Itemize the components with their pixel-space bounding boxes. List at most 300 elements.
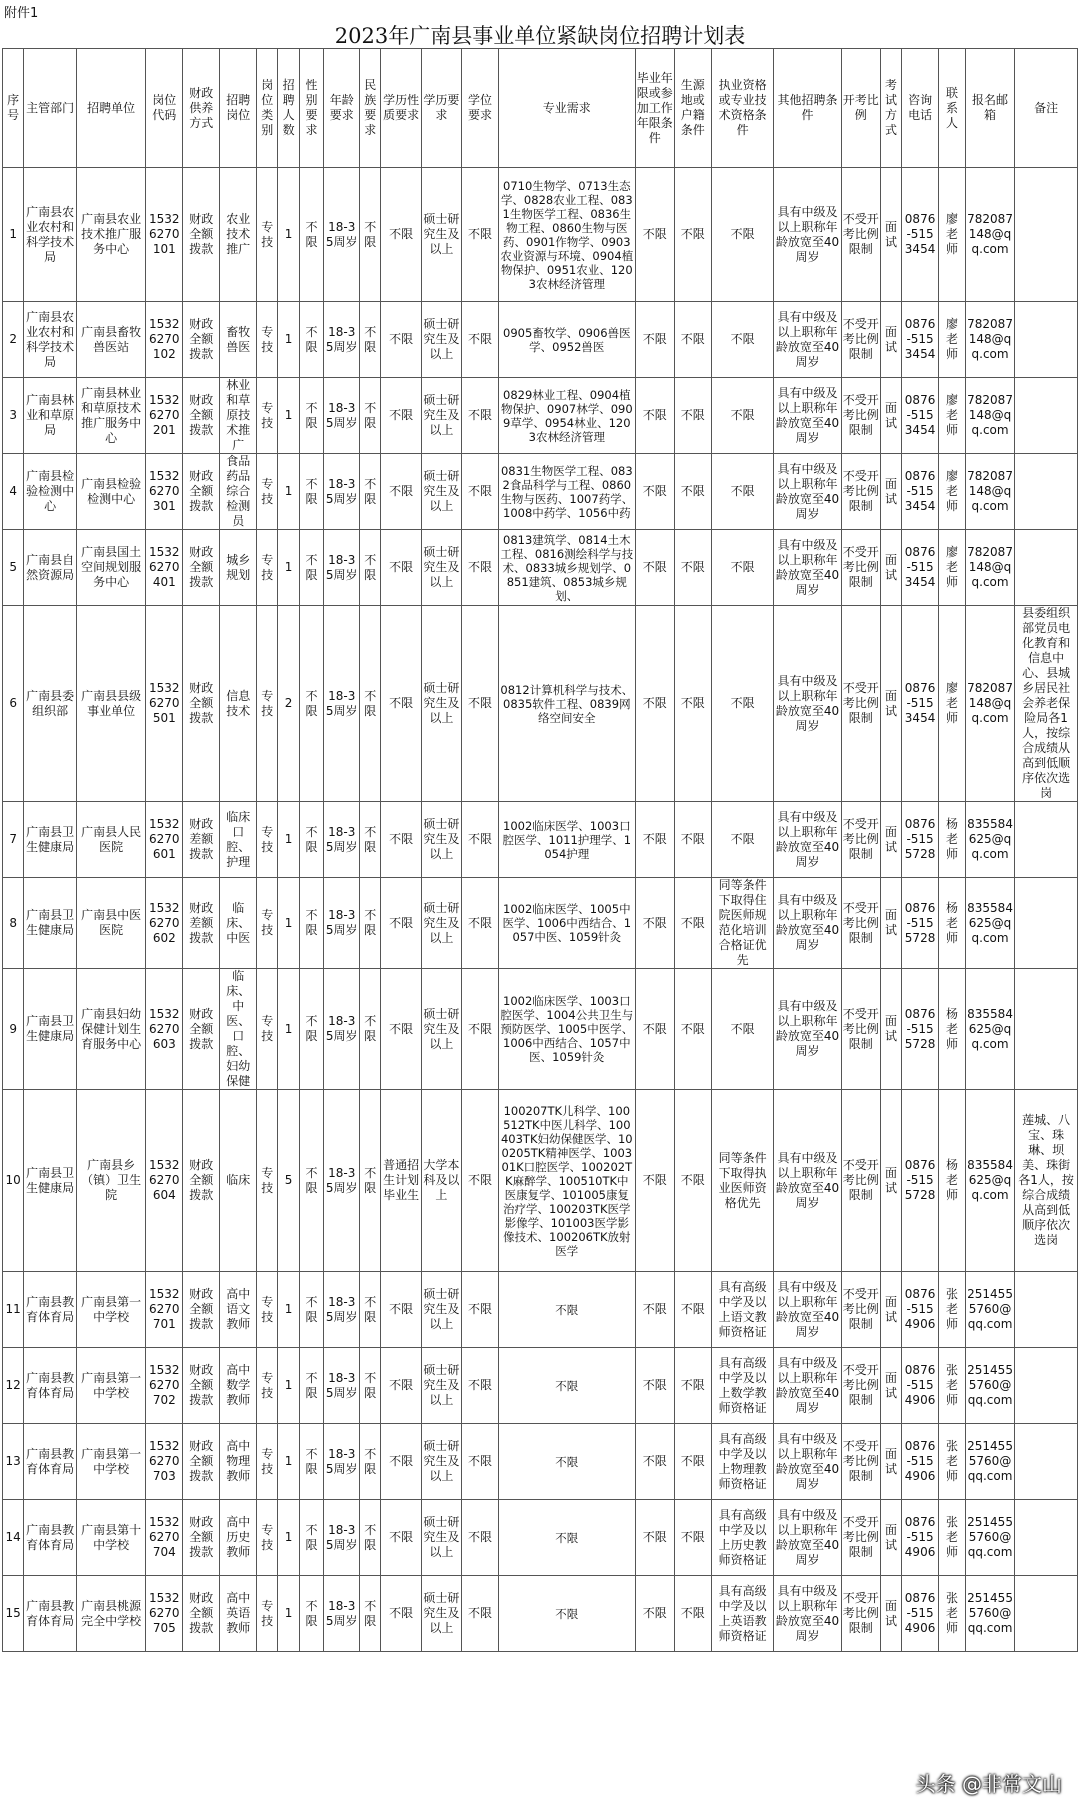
cell-age: 18-35周岁 [324,1576,360,1652]
cell-exam: 面试 [880,878,901,969]
cell-funding: 财政全额拨款 [183,1424,220,1500]
cell-count: 1 [278,168,299,302]
cell-ratio: 不受开考比例限制 [841,302,880,378]
cell-edu: 硕士研究生及以上 [421,378,461,454]
table-row [3,1272,1078,1348]
cell-age: 18-35周岁 [324,1500,360,1576]
cell-other: 具有中级及以上职称年龄放宽至40周岁 [774,302,841,378]
cell-other: 具有中级及以上职称年龄放宽至40周岁 [774,378,841,454]
cell-funding: 财政全额拨款 [183,168,220,302]
column-header: 报名邮箱 [965,49,1014,168]
cell-contact: 张老师 [939,1424,966,1500]
cell-no: 12 [3,1348,24,1424]
cell-grad: 不限 [635,802,674,878]
cell-age: 18-35周岁 [324,1348,360,1424]
cell-other: 具有中级及以上职称年龄放宽至40周岁 [774,1500,841,1576]
cell-count: 1 [278,1424,299,1500]
cell-gender: 不限 [299,378,324,454]
cell-contact: 杨老师 [939,969,966,1090]
column-header: 学历性质要求 [381,49,421,168]
cell-edu: 硕士研究生及以上 [421,1424,461,1500]
cell-contact: 杨老师 [939,1090,966,1272]
cell-age: 18-35周岁 [324,378,360,454]
cell-other: 具有中级及以上职称年龄放宽至40周岁 [774,530,841,606]
cell-origin: 不限 [674,1576,711,1652]
cell-no: 9 [3,969,24,1090]
cell-count: 1 [278,378,299,454]
cell-edu-type: 不限 [381,606,421,802]
cell-degree: 不限 [462,1090,499,1272]
cell-count: 1 [278,802,299,878]
cell-email: 2514555760@qq.com [965,1500,1014,1576]
cell-exam: 面试 [880,1576,901,1652]
cell-email: 2514555760@qq.com [965,1272,1014,1348]
cell-email: 2514555760@qq.com [965,1424,1014,1500]
cell-post: 高中历史教师 [220,1500,257,1576]
cell-qual: 不限 [711,969,774,1090]
cell-code: 1532 6270 705 [146,1576,183,1652]
table-row [3,1090,1078,1272]
cell-age: 18-35周岁 [324,969,360,1090]
cell-post: 临床口腔、护理 [220,802,257,878]
table-row [3,969,1078,1090]
cell-code: 1532 6270 603 [146,969,183,1090]
cell-gender: 不限 [299,969,324,1090]
annex-label: 附件1 [4,6,39,21]
cell-post: 临床 [220,1090,257,1272]
cell-exam: 面试 [880,1272,901,1348]
cell-grad: 不限 [635,969,674,1090]
cell-unit: 广南县第十中学校 [76,1500,145,1576]
cell-gender: 不限 [299,1576,324,1652]
cell-qual: 不限 [711,606,774,802]
cell-dept: 广南县卫生健康局 [24,1090,77,1272]
cell-exam: 面试 [880,302,901,378]
cell-qual: 具有高级中学及以上数学教师资格证 [711,1348,774,1424]
cell-ethnic: 不限 [360,302,381,378]
cell-ratio: 不受开考比例限制 [841,1500,880,1576]
cell-major: 1002临床医学、1003口腔医学、1004公共卫生与预防医学、1005中医学、1006中西结合、1057中医、1059针灸 [499,969,636,1090]
column-header: 财政供养方式 [183,49,220,168]
cell-ratio: 不受开考比例限制 [841,802,880,878]
cell-contact: 张老师 [939,1576,966,1652]
cell-edu: 硕士研究生及以上 [421,969,461,1090]
cell-origin: 不限 [674,1090,711,1272]
recruitment-table [2,48,1078,1652]
cell-other: 具有中级及以上职称年龄放宽至40周岁 [774,606,841,802]
cell-category: 专技 [257,168,278,302]
cell-count: 1 [278,1576,299,1652]
cell-edu: 硕士研究生及以上 [421,530,461,606]
cell-email: 782087148@qq.com [965,168,1014,302]
cell-qual: 不限 [711,378,774,454]
table-row [3,530,1078,606]
table-row [3,378,1078,454]
cell-gender: 不限 [299,530,324,606]
column-header: 其他招聘条件 [774,49,841,168]
column-header: 民族要求 [360,49,381,168]
cell-phone: 0876-5154906 [902,1576,939,1652]
cell-contact: 廖老师 [939,378,966,454]
cell-funding: 财政全额拨款 [183,1348,220,1424]
cell-funding: 财政全额拨款 [183,606,220,802]
cell-unit: 广南县第一中学校 [76,1272,145,1348]
cell-ratio: 不受开考比例限制 [841,606,880,802]
cell-dept: 广南县卫生健康局 [24,802,77,878]
cell-edu: 硕士研究生及以上 [421,302,461,378]
cell-degree: 不限 [462,1348,499,1424]
cell-exam: 面试 [880,168,901,302]
cell-no: 10 [3,1090,24,1272]
cell-other: 具有中级及以上职称年龄放宽至40周岁 [774,969,841,1090]
cell-major: 不限 [499,1424,636,1500]
table-row [3,1424,1078,1500]
cell-gender: 不限 [299,1272,324,1348]
cell-qual: 具有高级中学及以上历史教师资格证 [711,1500,774,1576]
cell-phone: 0876-5154906 [902,1424,939,1500]
cell-code: 1532 6270 102 [146,302,183,378]
column-header: 序号 [3,49,24,168]
cell-major: 不限 [499,1272,636,1348]
cell-grad: 不限 [635,1272,674,1348]
cell-edu: 硕士研究生及以上 [421,168,461,302]
cell-age: 18-35周岁 [324,802,360,878]
cell-post: 城乡规划 [220,530,257,606]
cell-post: 高中数学教师 [220,1348,257,1424]
cell-degree: 不限 [462,606,499,802]
cell-code: 1532 6270 401 [146,530,183,606]
column-header: 毕业年限或参加工作年限条件 [635,49,674,168]
cell-no: 5 [3,530,24,606]
cell-ratio: 不受开考比例限制 [841,1576,880,1652]
cell-post: 畜牧兽医 [220,302,257,378]
cell-exam: 面试 [880,802,901,878]
cell-edu-type: 不限 [381,1500,421,1576]
table-row [3,302,1078,378]
cell-note [1015,530,1078,606]
column-header: 备注 [1015,49,1078,168]
cell-age: 18-35周岁 [324,878,360,969]
cell-ratio: 不受开考比例限制 [841,969,880,1090]
cell-phone: 0876-5155728 [902,878,939,969]
cell-other: 具有中级及以上职称年龄放宽至40周岁 [774,168,841,302]
cell-ethnic: 不限 [360,378,381,454]
cell-category: 专技 [257,302,278,378]
column-header: 考试方式 [880,49,901,168]
cell-grad: 不限 [635,530,674,606]
cell-ethnic: 不限 [360,1424,381,1500]
cell-degree: 不限 [462,530,499,606]
cell-major: 不限 [499,1348,636,1424]
table-row [3,1500,1078,1576]
cell-ethnic: 不限 [360,878,381,969]
cell-post: 林业和草原技术推广 [220,378,257,454]
cell-count: 1 [278,302,299,378]
cell-no: 11 [3,1272,24,1348]
cell-dept: 广南县教育体育局 [24,1424,77,1500]
table-row [3,454,1078,530]
table-row [3,606,1078,802]
cell-edu-type: 不限 [381,378,421,454]
column-header: 招聘人数 [278,49,299,168]
cell-email: 2514555760@qq.com [965,1576,1014,1652]
cell-note: 县委组织部党员电化教育和信息中心、县城乡居民社会养老保险局各1人，按综合成绩从高到低顺序依次选岗 [1015,606,1078,802]
cell-origin: 不限 [674,168,711,302]
cell-phone: 0876-5153454 [902,530,939,606]
cell-age: 18-35周岁 [324,1272,360,1348]
cell-unit: 广南县县级事业单位 [76,606,145,802]
cell-age: 18-35周岁 [324,606,360,802]
cell-category: 专技 [257,969,278,1090]
cell-code: 1532 6270 501 [146,606,183,802]
cell-no: 15 [3,1576,24,1652]
cell-dept: 广南县农业农村和科学技术局 [24,168,77,302]
cell-count: 5 [278,1090,299,1272]
column-header: 岗位代码 [146,49,183,168]
cell-origin: 不限 [674,606,711,802]
cell-major: 0829林业工程、0904植物保护、0907林学、0909草学、0954林业、1203农林经济管理 [499,378,636,454]
cell-dept: 广南县卫生健康局 [24,878,77,969]
cell-note: 莲城、八宝、珠琳、坝美、珠街各1人，按综合成绩从高到低顺序依次选岗 [1015,1090,1078,1272]
cell-edu: 硕士研究生及以上 [421,802,461,878]
cell-contact: 张老师 [939,1500,966,1576]
cell-gender: 不限 [299,802,324,878]
cell-edu: 硕士研究生及以上 [421,454,461,530]
cell-post: 高中语文教师 [220,1272,257,1348]
cell-other: 具有中级及以上职称年龄放宽至40周岁 [774,1576,841,1652]
cell-degree: 不限 [462,802,499,878]
cell-post: 信息技术 [220,606,257,802]
cell-dept: 广南县林业和草原局 [24,378,77,454]
cell-other: 具有中级及以上职称年龄放宽至40周岁 [774,454,841,530]
cell-code: 1532 6270 703 [146,1424,183,1500]
cell-phone: 0876-5153454 [902,168,939,302]
cell-phone: 0876-5154906 [902,1500,939,1576]
cell-qual: 具有高级中学及以上语文教师资格证 [711,1272,774,1348]
cell-code: 1532 6270 101 [146,168,183,302]
cell-age: 18-35周岁 [324,530,360,606]
cell-no: 13 [3,1424,24,1500]
cell-edu: 硕士研究生及以上 [421,1348,461,1424]
cell-code: 1532 6270 201 [146,378,183,454]
cell-post: 高中英语教师 [220,1576,257,1652]
cell-phone: 0876-5153454 [902,606,939,802]
cell-count: 1 [278,530,299,606]
cell-exam: 面试 [880,1090,901,1272]
cell-funding: 财政全额拨款 [183,454,220,530]
cell-grad: 不限 [635,454,674,530]
cell-grad: 不限 [635,378,674,454]
column-header: 招聘岗位 [220,49,257,168]
cell-funding: 财政全额拨款 [183,969,220,1090]
cell-gender: 不限 [299,1500,324,1576]
cell-count: 1 [278,1500,299,1576]
cell-post: 临床、中医、口腔、妇幼保健 [220,969,257,1090]
cell-edu-type: 不限 [381,302,421,378]
cell-major: 不限 [499,1500,636,1576]
cell-major: 1002临床医学、1005中医学、1006中西结合、1057中医、1059针灸 [499,878,636,969]
cell-major: 0710生物学、0713生态学、0828农业工程、0831生物医学工程、0836生物工程、0860生物与医药、0901作物学、0903农业资源与环境、0904植物保护、0951农业、1203农林经济管理 [499,168,636,302]
cell-degree: 不限 [462,378,499,454]
cell-grad: 不限 [635,878,674,969]
cell-category: 专技 [257,1348,278,1424]
column-header: 联系人 [939,49,966,168]
cell-degree: 不限 [462,878,499,969]
cell-category: 专技 [257,1272,278,1348]
cell-contact: 廖老师 [939,606,966,802]
cell-note [1015,969,1078,1090]
cell-gender: 不限 [299,1090,324,1272]
cell-ethnic: 不限 [360,1348,381,1424]
cell-unit: 广南县中医医院 [76,878,145,969]
cell-qual: 不限 [711,802,774,878]
column-header: 性别要求 [299,49,324,168]
cell-email: 782087148@qq.com [965,454,1014,530]
cell-count: 2 [278,606,299,802]
cell-origin: 不限 [674,878,711,969]
cell-phone: 0876-5155728 [902,802,939,878]
cell-origin: 不限 [674,1348,711,1424]
cell-degree: 不限 [462,1576,499,1652]
cell-age: 18-35周岁 [324,168,360,302]
cell-phone: 0876-5154906 [902,1272,939,1348]
cell-unit: 广南县畜牧兽医站 [76,302,145,378]
cell-qual: 具有高级中学及以上物理教师资格证 [711,1424,774,1500]
cell-dept: 广南县自然资源局 [24,530,77,606]
cell-edu: 大学本科及以上 [421,1090,461,1272]
cell-edu-type: 不限 [381,530,421,606]
cell-grad: 不限 [635,1348,674,1424]
cell-exam: 面试 [880,378,901,454]
cell-edu-type: 不限 [381,1348,421,1424]
cell-edu-type: 不限 [381,802,421,878]
column-header: 咨询电话 [902,49,939,168]
cell-unit: 广南县第一中学校 [76,1348,145,1424]
cell-edu-type: 不限 [381,1424,421,1500]
cell-major: 1002临床医学、1003口腔医学、1011护理学、1054护理 [499,802,636,878]
cell-email: 835584625@qq.com [965,878,1014,969]
cell-email: 2514555760@qq.com [965,1348,1014,1424]
cell-edu-type: 不限 [381,878,421,969]
cell-ratio: 不受开考比例限制 [841,530,880,606]
cell-degree: 不限 [462,1272,499,1348]
cell-edu-type: 不限 [381,454,421,530]
cell-ethnic: 不限 [360,969,381,1090]
cell-contact: 张老师 [939,1272,966,1348]
column-header: 学历要求 [421,49,461,168]
cell-no: 7 [3,802,24,878]
cell-dept: 广南县教育体育局 [24,1272,77,1348]
cell-count: 1 [278,1348,299,1424]
cell-dept: 广南县教育体育局 [24,1576,77,1652]
table-row [3,878,1078,969]
cell-qual: 不限 [711,302,774,378]
cell-email: 835584625@qq.com [965,802,1014,878]
cell-no: 3 [3,378,24,454]
cell-ethnic: 不限 [360,530,381,606]
cell-note [1015,1424,1078,1500]
cell-funding: 财政差额拨款 [183,878,220,969]
cell-ethnic: 不限 [360,1500,381,1576]
cell-ethnic: 不限 [360,1090,381,1272]
cell-category: 专技 [257,802,278,878]
cell-dept: 广南县检验检测中心 [24,454,77,530]
cell-unit: 广南县国土空间规划服务中心 [76,530,145,606]
cell-category: 专技 [257,1424,278,1500]
column-header: 岗位类别 [257,49,278,168]
cell-ethnic: 不限 [360,606,381,802]
column-header: 学位要求 [462,49,499,168]
table-row [3,168,1078,302]
cell-email: 782087148@qq.com [965,378,1014,454]
cell-major: 0812计算机科学与技术、0835软件工程、0839网络空间安全 [499,606,636,802]
cell-note [1015,1576,1078,1652]
cell-qual: 具有高级中学及以上英语教师资格证 [711,1576,774,1652]
cell-unit: 广南县农业技术推广服务中心 [76,168,145,302]
cell-gender: 不限 [299,454,324,530]
cell-age: 18-35周岁 [324,302,360,378]
cell-note [1015,454,1078,530]
table-header-row [3,49,1078,168]
cell-no: 4 [3,454,24,530]
cell-email: 782087148@qq.com [965,530,1014,606]
cell-funding: 财政全额拨款 [183,530,220,606]
cell-origin: 不限 [674,802,711,878]
cell-category: 专技 [257,1500,278,1576]
cell-age: 18-35周岁 [324,454,360,530]
cell-major: 0905畜牧学、0906兽医学、0952兽医 [499,302,636,378]
column-header: 生源地或户籍条件 [674,49,711,168]
cell-email: 782087148@qq.com [965,302,1014,378]
cell-ratio: 不受开考比例限制 [841,1090,880,1272]
cell-ethnic: 不限 [360,454,381,530]
cell-code: 1532 6270 701 [146,1272,183,1348]
cell-code: 1532 6270 604 [146,1090,183,1272]
cell-no: 6 [3,606,24,802]
cell-other: 具有中级及以上职称年龄放宽至40周岁 [774,1272,841,1348]
cell-ratio: 不受开考比例限制 [841,1424,880,1500]
cell-gender: 不限 [299,168,324,302]
cell-post: 农业技术推广 [220,168,257,302]
table-row [3,802,1078,878]
cell-funding: 财政全额拨款 [183,1272,220,1348]
cell-post: 临床、中医 [220,878,257,969]
table-row [3,1576,1078,1652]
cell-gender: 不限 [299,606,324,802]
cell-email: 835584625@qq.com [965,969,1014,1090]
cell-contact: 杨老师 [939,802,966,878]
cell-exam: 面试 [880,969,901,1090]
cell-exam: 面试 [880,530,901,606]
cell-code: 1532 6270 301 [146,454,183,530]
cell-other: 具有中级及以上职称年龄放宽至40周岁 [774,802,841,878]
cell-ethnic: 不限 [360,1576,381,1652]
cell-origin: 不限 [674,1272,711,1348]
page-title: 2023年广南县事业单位紧缺岗位招聘计划表 [334,24,746,48]
cell-funding: 财政全额拨款 [183,1090,220,1272]
column-header: 主管部门 [24,49,77,168]
cell-count: 1 [278,969,299,1090]
cell-no: 1 [3,168,24,302]
cell-gender: 不限 [299,878,324,969]
cell-edu: 硕士研究生及以上 [421,878,461,969]
cell-email: 835584625@qq.com [965,1090,1014,1272]
cell-unit: 广南县人民医院 [76,802,145,878]
cell-code: 1532 6270 702 [146,1348,183,1424]
cell-ratio: 不受开考比例限制 [841,1272,880,1348]
cell-qual: 不限 [711,168,774,302]
cell-contact: 廖老师 [939,454,966,530]
